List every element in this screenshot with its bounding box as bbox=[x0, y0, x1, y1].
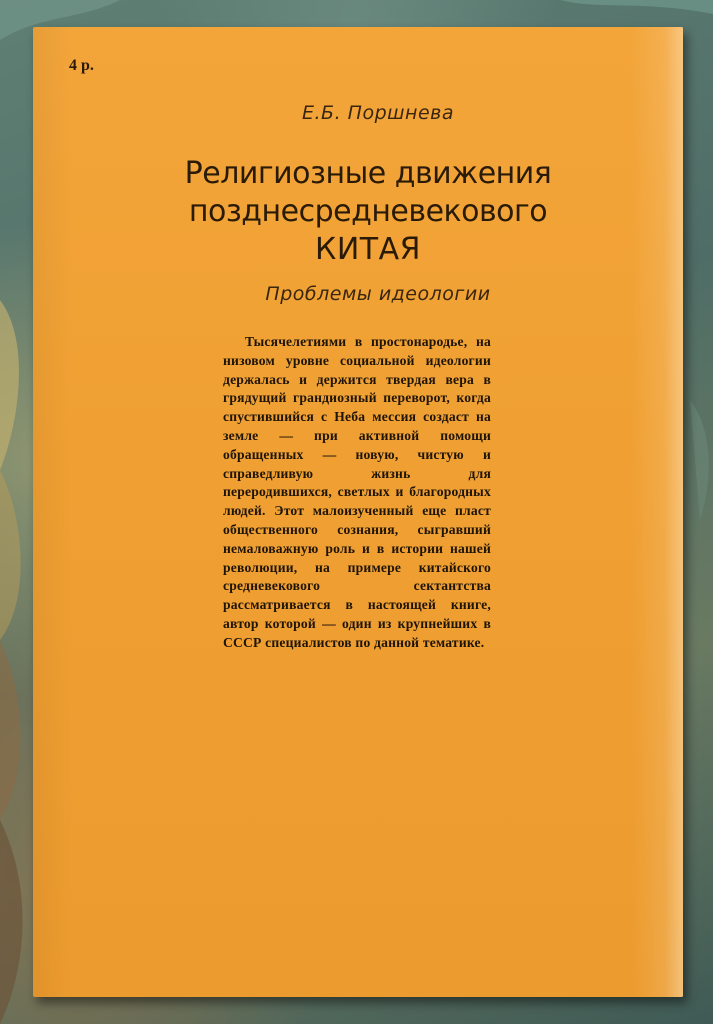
title-line-2: позднесредневекового bbox=[188, 194, 548, 229]
book-subtitle: Проблемы идеологии bbox=[265, 283, 491, 305]
book-back-cover bbox=[33, 27, 683, 997]
title-line-1: Религиозные движения bbox=[184, 156, 552, 191]
blurb-text: Тысячелетиями в простонародье, на низовом уровне социальной идеологии держалась и держится твердая вера в грядущий грандиозный переворот, когда спустившийся с Неба мессия создаст на земле — при активной помощи обращенных — новую, чистую и справедливую жизнь для переродившихся, светлых и благородных людей. Этот малоизученный еще пласт общественного сознания, сыгравший немаловажную роль и в истории нашей революции, на примере китайского средневекового сектантства рассматривается в настоящей книге, автор которой — один из крупнейших в СССР специалистов по данной тематике. bbox=[223, 334, 491, 650]
book-title bbox=[33, 155, 683, 269]
price-label: 4 р. bbox=[69, 57, 94, 74]
title-line-3: КИТАЯ bbox=[315, 232, 421, 267]
author-name: Е.Б. Поршнева bbox=[302, 102, 454, 124]
